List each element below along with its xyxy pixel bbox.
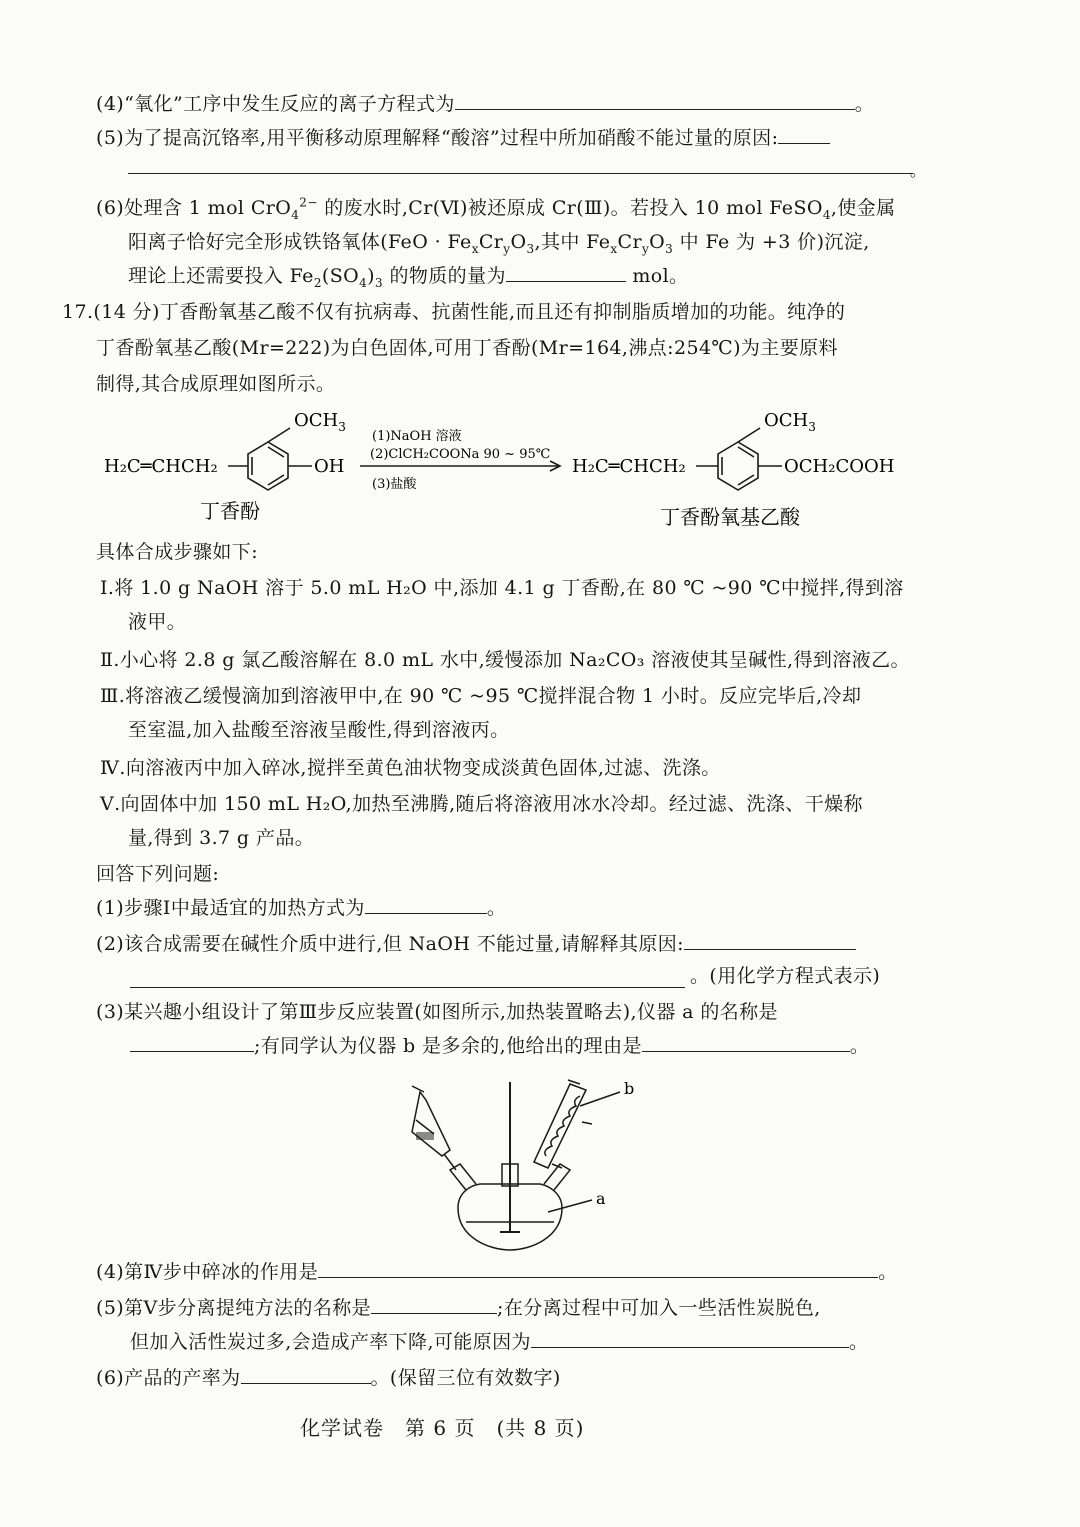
name-left: 丁香酚	[200, 499, 260, 523]
question-5-cont: 但加入活性炭过多,会造成产率下降,可能原因为 。	[130, 1331, 869, 1353]
question-2: (2)该合成需要在碱性介质中进行,但 NaOH 不能过量,请解释其原因:	[96, 930, 856, 958]
q17-heading: 17.(14 分)丁香酚氧基乙酸不仅有抗病毒、抗菌性能,而且还有抑制脂质增加的功能。纯净的	[62, 301, 846, 323]
question-5: (5)第Ⅴ步分离提纯方法的名称是 ;在分离过程中可加入一些活性炭脱色,	[96, 1297, 821, 1319]
q17-heading-l2: 丁香酚氧基乙酸(Mr=222)为白色固体,可用丁香酚(Mr=164,沸点:254℃)为主要原料	[96, 337, 838, 359]
answer-blank[interactable]	[318, 1259, 878, 1278]
step-5-cont: 量,得到 3.7 g 产品。	[128, 827, 315, 849]
right-och3: $OCH_3$	[764, 410, 816, 434]
reaction-apparatus	[380, 1072, 640, 1252]
name-right: 丁香酚氧基乙酸	[660, 505, 800, 529]
condition-3: (3)盐酸	[372, 477, 417, 492]
q16-part4: (4)“氧化”工序中发生反应的离子方程式为 。	[96, 93, 875, 115]
answer-blank[interactable]	[128, 172, 913, 174]
step-4: Ⅳ.向溶液丙中加入碎冰,搅拌至黄色油状物变成淡黄色固体,过滤、洗涤。	[100, 757, 721, 779]
answer-blank[interactable]	[371, 1295, 497, 1314]
answer-blank[interactable]	[642, 1033, 850, 1052]
left-benzene-ring	[248, 442, 288, 490]
q16-part6-line2: 阳离子恰好完全形成铁铬氧体($FeO \cdot Fe_xCr_yO_3$,其中 $Fe_xCr_yO_3$ 中 Fe 为 +3 价)沉淀,	[128, 231, 870, 256]
label-a-leader	[548, 1200, 592, 1212]
answer-blank[interactable]	[130, 1033, 254, 1052]
answer-blank[interactable]	[684, 931, 856, 950]
reaction-scheme	[0, 400, 1080, 540]
condition-2: (2)ClCH₂COONa 90 ~ 95℃	[370, 447, 551, 462]
right-chain: H₂C═CHCH₂	[572, 456, 686, 477]
answer-blank[interactable]	[365, 895, 487, 914]
left-och3: $OCH_3$	[294, 410, 346, 434]
answer-title: 回答下列问题:	[96, 863, 220, 885]
steps-title: 具体合成步骤如下:	[96, 541, 259, 563]
step-1: Ⅰ.将 1.0 g NaOH 溶于 5.0 mL H₂O 中,添加 4.1 g 丁香酚,在 80 ℃ ~90 ℃中搅拌,得到溶	[100, 577, 904, 599]
q16-part6-line3: 理论上还需要投入 $Fe_2(SO_4)_3$ 的物质的量为 mol。	[128, 265, 689, 290]
question-4: (4)第Ⅳ步中碎冰的作用是 。	[96, 1261, 898, 1283]
q16-part5: (5)为了提高沉铬率,用平衡移动原理解释“酸溶”过程中所加硝酸不能过量的原因:	[96, 124, 830, 152]
question-1: (1)步骤Ⅰ中最适宜的加热方式为 。	[96, 897, 507, 919]
step-3-cont: 至室温,加入盐酸至溶液呈酸性,得到溶液丙。	[128, 719, 510, 741]
dropping-funnel	[412, 1092, 450, 1156]
answer-blank[interactable]	[130, 986, 685, 988]
step-3: Ⅲ.将溶液乙缓慢滴加到溶液甲中,在 90 ℃ ~95 ℃搅拌混合物 1 小时。反应完毕后,冷却	[100, 685, 862, 707]
answer-blank[interactable]	[778, 125, 830, 144]
step-2: Ⅱ.小心将 2.8 g 氯乙酸溶解在 8.0 mL 水中,缓慢添加 Na₂CO₃ 溶液使其呈碱性,得到溶液乙。	[100, 649, 910, 671]
question-6: (6)产品的产率为 。(保留三位有效数字)	[96, 1367, 561, 1389]
step-5: Ⅴ.向固体中加 150 mL H₂O,加热至沸腾,随后将溶液用冰水冷却。经过滤、洗涤、干燥称	[100, 793, 863, 815]
q17-heading-l3: 制得,其合成原理如图所示。	[96, 373, 336, 395]
label-b-leader	[580, 1092, 620, 1106]
left-chain: H₂C═CHCH₂	[104, 456, 218, 477]
answer-blank[interactable]	[506, 263, 626, 282]
right-benzene-ring	[718, 442, 758, 490]
answer-blank[interactable]	[241, 1365, 371, 1384]
label-a: a	[596, 1189, 606, 1208]
label-b: b	[624, 1079, 635, 1098]
page-footer: 化学试卷 第 6 页 (共 8 页)	[300, 1416, 585, 1440]
step-1-cont: 液甲。	[128, 611, 187, 633]
question-3-cont: ;有同学认为仪器 b 是多余的,他给出的理由是 。	[130, 1032, 869, 1060]
answer-blank[interactable]	[531, 1329, 849, 1348]
question-3: (3)某兴趣小组设计了第Ⅲ步反应装置(如图所示,加热装置略去),仪器 a 的名称是	[96, 1001, 778, 1023]
q16-part6-line1: (6)处理含 1 mol CrO$_4^{2-}$ 的废水时,Cr(Ⅵ)被还原成 Cr(Ⅲ)。若投入 10 mol FeSO$_4$,使金属	[96, 195, 896, 222]
right-substituent: OCH₂COOH	[784, 456, 895, 477]
condition-1: (1)NaOH 溶液	[372, 429, 462, 444]
hydroxyl: OH	[314, 456, 345, 477]
answer-blank[interactable]	[455, 91, 855, 110]
